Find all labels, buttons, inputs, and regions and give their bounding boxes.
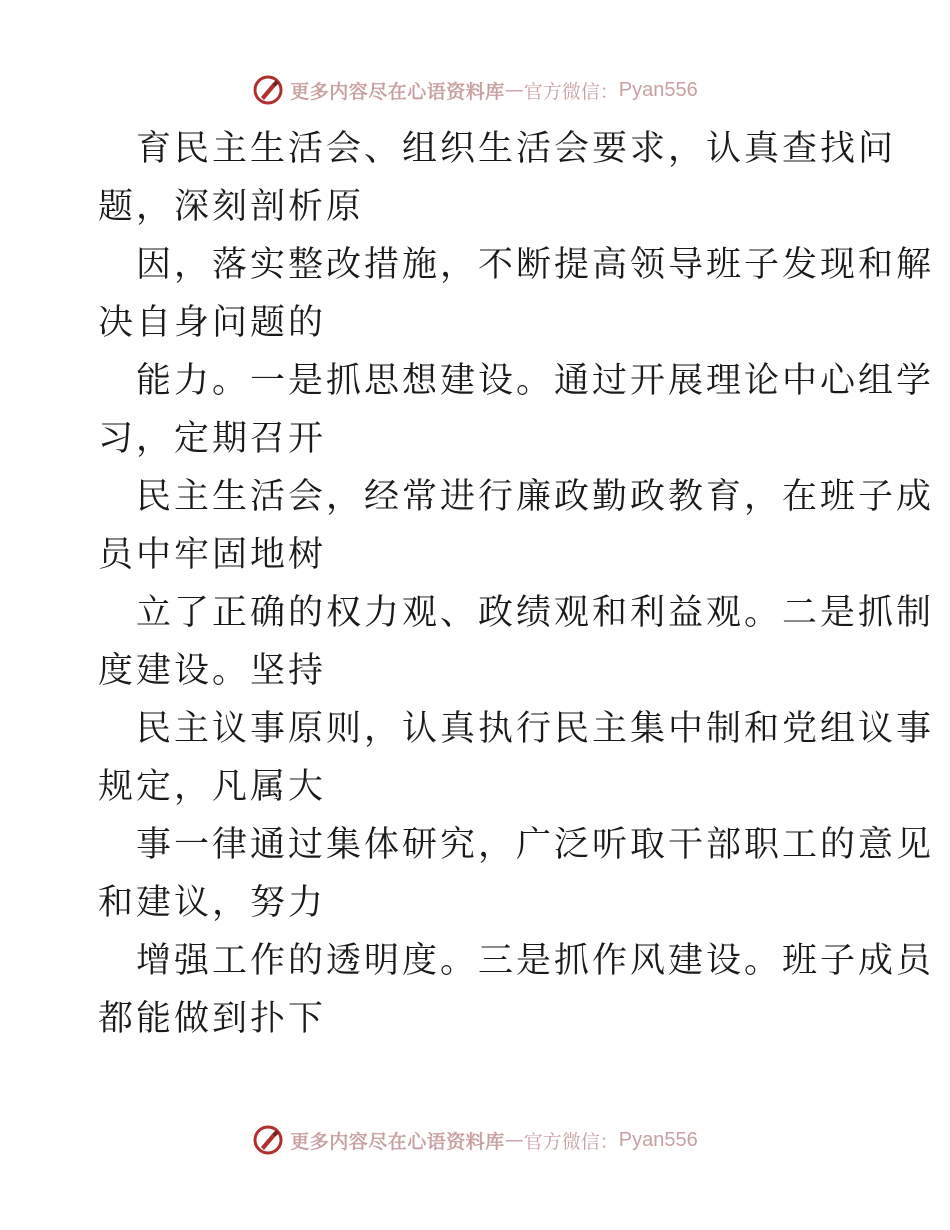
header-banner bbox=[0, 70, 950, 110]
footer-banner-separator: — bbox=[504, 1129, 524, 1151]
body-line: 民主议事原则，认真执行民主集中制和党组议事 bbox=[136, 709, 935, 749]
body-line: 习，定期召开 bbox=[98, 419, 327, 459]
body-line: 员中牢固地树 bbox=[98, 535, 327, 575]
body-line: 决自身问题的 bbox=[98, 303, 327, 343]
header-banner-title: 更多内容尽在心语资料库 bbox=[290, 80, 505, 103]
footer-banner-wechat-id: Pyan556 bbox=[618, 1128, 698, 1151]
body-line: 育民主生活会、组织生活会要求，认真查找问 bbox=[136, 129, 897, 169]
body-line: 立了正确的权力观、政绩观和利益观。二是抓制 bbox=[136, 593, 935, 633]
body-line: 因，落实整改措施，不断提高领导班子发现和解 bbox=[136, 245, 935, 285]
body-line: 都能做到扑下 bbox=[98, 999, 327, 1039]
header-banner-wechat-label: 官方微信： bbox=[523, 80, 619, 103]
footer-banner-title: 更多内容尽在心语资料库 bbox=[290, 1130, 505, 1153]
document-body bbox=[98, 120, 935, 1048]
body-line: 度建设。坚持 bbox=[98, 651, 327, 691]
pen-in-circle-icon bbox=[252, 1124, 284, 1156]
pen-in-circle-icon bbox=[252, 74, 284, 106]
body-line: 题，深刻剖析原 bbox=[98, 187, 365, 227]
header-banner-wechat-id: Pyan556 bbox=[618, 78, 698, 101]
body-line: 增强工作的透明度。三是抓作风建设。班子成员 bbox=[136, 941, 935, 981]
body-line: 事一律通过集体研究，广泛听取干部职工的意见 bbox=[136, 825, 935, 865]
header-banner-separator: — bbox=[504, 79, 524, 101]
footer-banner bbox=[0, 1120, 950, 1160]
body-line: 民主生活会，经常进行廉政勤政教育，在班子成 bbox=[136, 477, 935, 517]
footer-banner-wechat-label: 官方微信： bbox=[523, 1130, 619, 1153]
body-line: 和建议，努力 bbox=[98, 883, 327, 923]
body-line: 规定，凡属大 bbox=[98, 767, 327, 807]
body-line: 能力。一是抓思想建设。通过开展理论中心组学 bbox=[136, 361, 935, 401]
